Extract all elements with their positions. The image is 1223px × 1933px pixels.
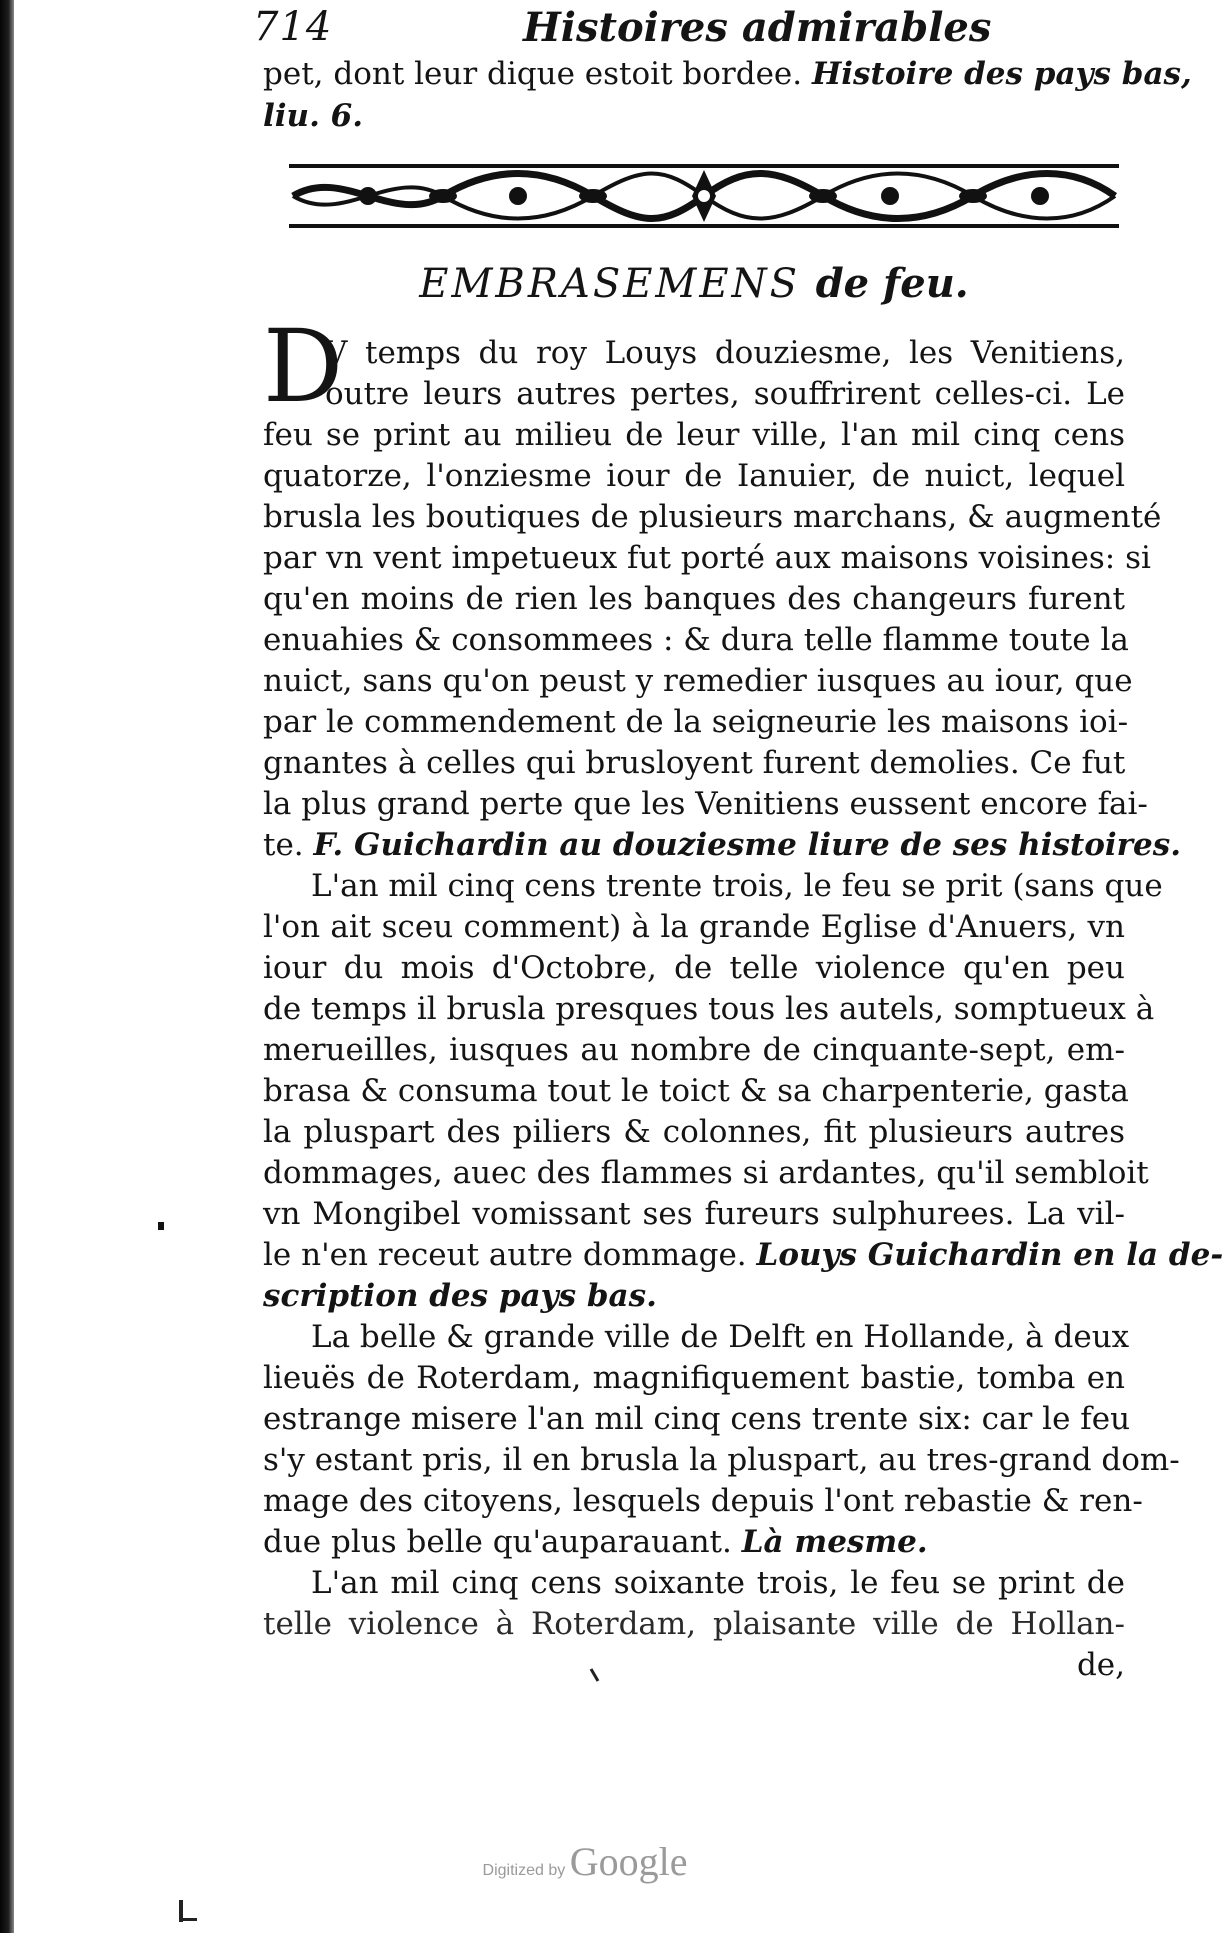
decorative-ornament-band bbox=[283, 160, 1125, 232]
text-line: la plus grand perte que les Venitiens eussent encore fai- bbox=[263, 786, 1148, 822]
text-line: s'y estant pris, il en brusla la pluspart, au tres-grand dom- bbox=[263, 1442, 1180, 1478]
text-line: par le commendement de la seigneurie les maisons ioi- bbox=[263, 704, 1129, 740]
catchword: de, bbox=[1076, 1647, 1125, 1683]
text-line: mage des citoyens, lesquels depuis l'ont rebastie & ren- bbox=[263, 1483, 1143, 1519]
text-line: La belle & grande ville de Delft en Hollande, à deux bbox=[311, 1319, 1130, 1355]
text-line: par vn vent impetueux fut porté aux maisons voisines: si bbox=[263, 540, 1151, 576]
text-line: iour du mois d'Octobre, de telle violence qu'en peu bbox=[263, 950, 1125, 986]
intro-line-1 bbox=[263, 54, 1192, 94]
text-line: qu'en moins de rien les banques des changeurs furent bbox=[263, 581, 1125, 617]
text-line: de temps il brusla presques tous les autels, somptueux à bbox=[263, 991, 1155, 1027]
text-line: outre leurs autres pertes, souffrirent celles-ci. Le bbox=[325, 376, 1125, 412]
text-line: L'an mil cinq cens soixante trois, le feu se print de bbox=[311, 1565, 1125, 1601]
text-line: estrange misere l'an mil cinq cens trente six: car le feu bbox=[263, 1401, 1131, 1437]
text-line: brusla les boutiques de plusieurs marchans, & augmenté bbox=[263, 499, 1162, 535]
text-line: L'an mil cinq cens trente trois, le feu se prit (sans que bbox=[311, 868, 1163, 904]
text-line: merueilles, iusques au nombre de cinquante-sept, em- bbox=[263, 1032, 1125, 1068]
print-speck bbox=[183, 1918, 197, 1921]
text-line-with-citation bbox=[263, 1522, 1125, 1562]
scan-speck bbox=[158, 1222, 164, 1230]
text-line: nuict, sans qu'on peust y remedier iusques au iour, que bbox=[263, 663, 1133, 699]
text-line: brasa & consuma tout le toict & sa charpenterie, gasta bbox=[263, 1073, 1129, 1109]
digitized-watermark bbox=[0, 1838, 1170, 1885]
watermark-brand: Google bbox=[569, 1839, 688, 1884]
text-line-with-citation bbox=[263, 825, 1181, 865]
intro-text: pet, dont leur dique estoit bordee. bbox=[263, 56, 803, 92]
line-text: te. bbox=[263, 827, 304, 863]
intro-line-2 bbox=[263, 96, 1125, 136]
text-line: la pluspart des piliers & colonnes, fit plusieurs autres bbox=[263, 1114, 1125, 1150]
section-title-caps: EMBRASEMENS bbox=[419, 261, 800, 307]
citation: Louys Guichardin en la de- bbox=[756, 1237, 1223, 1273]
text-line: dommages, auec des flammes si ardantes, qu'il sembloit bbox=[263, 1155, 1149, 1191]
citation: F. Guichardin au douziesme liure de ses histoires. bbox=[313, 827, 1181, 863]
text-line: telle violence à Roterdam, plaisante ville de Hollan- bbox=[263, 1606, 1125, 1642]
intro-citation: Histoire des pays bas, bbox=[811, 56, 1192, 92]
section-title-lower: de feu. bbox=[815, 260, 969, 307]
text-line: lieuës de Roterdam, magnifiquement bastie, tomba en bbox=[263, 1360, 1125, 1396]
page-number: 714 bbox=[253, 4, 333, 50]
text-line: feu se print au milieu de leur ville, l'an mil cinq cens bbox=[263, 417, 1125, 453]
running-title: Histoires admirables bbox=[523, 4, 992, 51]
print-speck bbox=[590, 1668, 600, 1682]
drop-cap: D bbox=[263, 308, 344, 425]
text-line-with-citation bbox=[263, 1276, 1125, 1316]
text-line: enuahies & consommees : & dura telle flamme toute la bbox=[263, 622, 1129, 658]
section-title bbox=[263, 254, 1125, 314]
intro-citation-cont: liu. 6. bbox=[263, 98, 364, 134]
text-line: vn Mongibel vomissant ses fureurs sulphurees. La vil- bbox=[263, 1196, 1125, 1232]
citation: Là mesme. bbox=[741, 1524, 928, 1560]
line-text: le n'en receut autre dommage. bbox=[263, 1237, 747, 1273]
text-line: quatorze, l'onziesme iour de Ianuier, de nuict, lequel bbox=[263, 458, 1125, 494]
line-text: due plus belle qu'auparauant. bbox=[263, 1524, 732, 1560]
running-head bbox=[253, 0, 1125, 51]
scan-edge-shadow bbox=[0, 0, 14, 1933]
watermark-label: Digitized by bbox=[482, 1862, 566, 1879]
citation-cont: scription des pays bas. bbox=[263, 1278, 657, 1314]
text-line: gnantes à celles qui brusloyent furent demolies. Ce fut bbox=[263, 745, 1126, 781]
text-line: l'on ait sceu comment) à la grande Eglise d'Anuers, vn bbox=[263, 909, 1125, 945]
text-line: V temps du roy Louys douziesme, les Venitiens, bbox=[325, 335, 1125, 371]
text-line-with-citation bbox=[263, 1235, 1223, 1275]
